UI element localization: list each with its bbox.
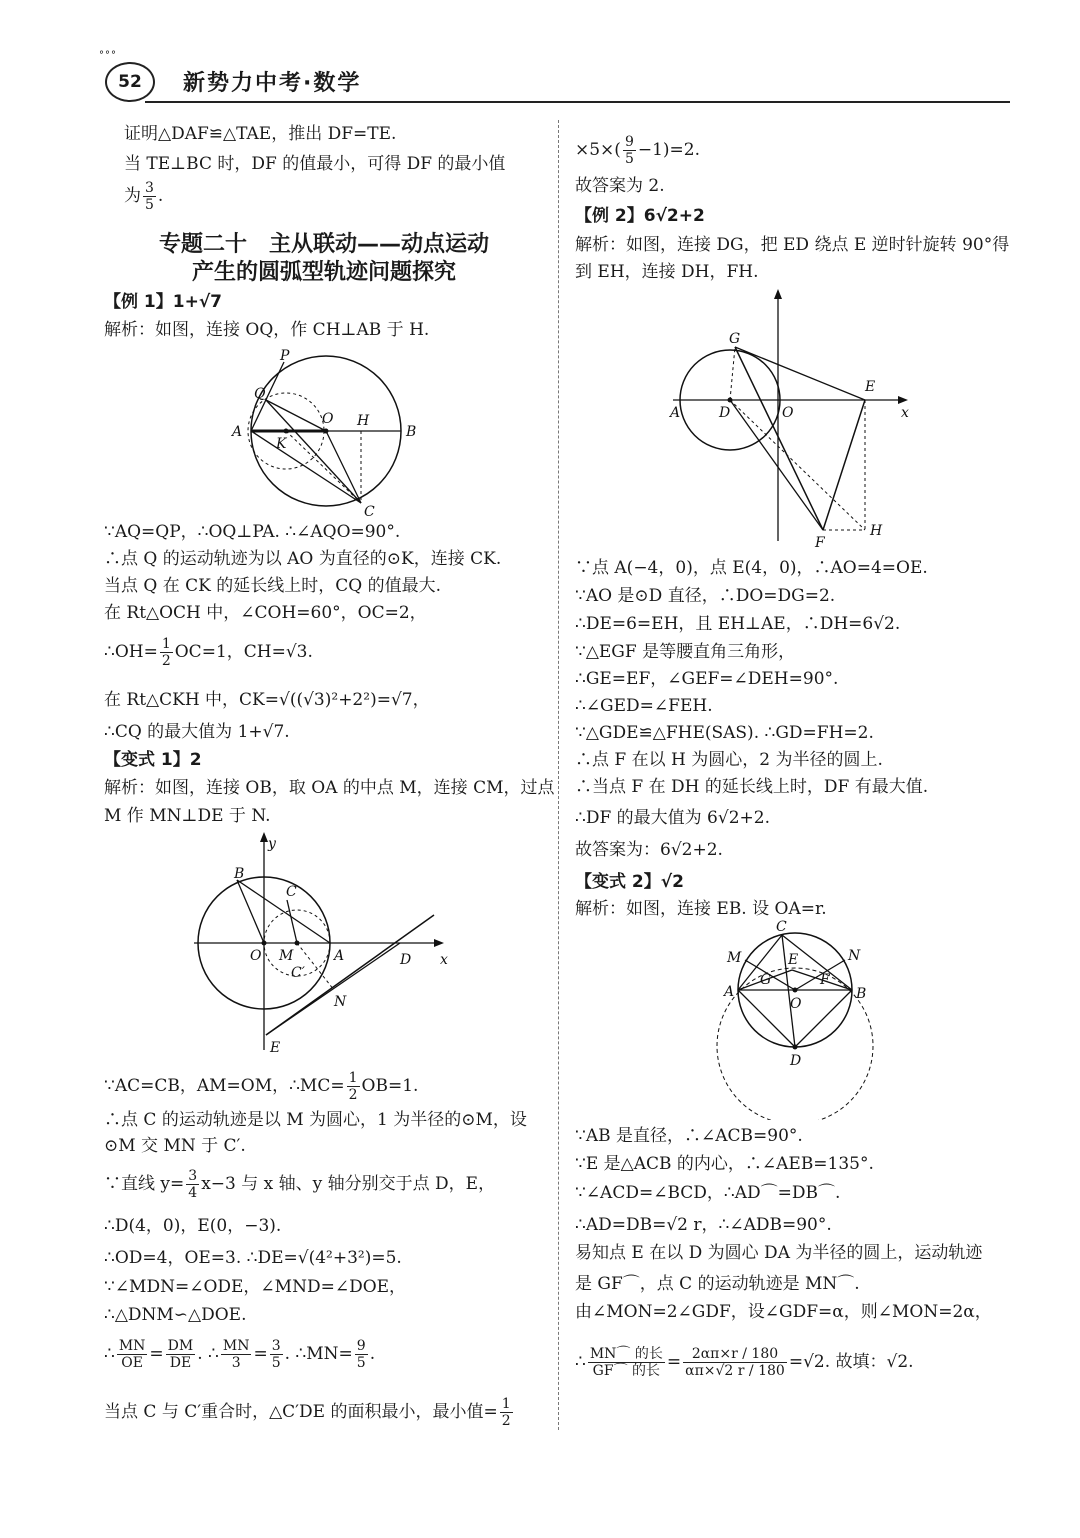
- text-line: ∴△DNM∽△DOE.: [104, 1305, 247, 1325]
- frac-den: DE: [169, 1355, 192, 1371]
- text-line: ∵AB 是直径，∴∠ACB=90°.: [575, 1126, 803, 1146]
- text-fragment: =√2. 故填：√2.: [788, 1352, 914, 1372]
- text-fragment: .: [157, 186, 164, 206]
- fraction: [347, 1070, 360, 1103]
- column-divider: [558, 120, 559, 1430]
- text-fragment: .: [369, 1344, 376, 1364]
- frac-den: απ×√2 r / 180: [685, 1363, 785, 1379]
- frac-den: 2: [348, 1087, 358, 1103]
- text-line: ∴DE=6=EH，且 EH⊥AE，∴DH=6√2.: [575, 614, 901, 634]
- text-line: ∴CQ 的最大值为 1+√7.: [104, 722, 290, 742]
- text-line: ∴当点 F 在 DH 的延长线上时，DF 有最大值.: [575, 777, 929, 797]
- fig4-label: N: [848, 948, 861, 964]
- text-fragment: 为: [124, 186, 141, 206]
- example-1-heading: 【例 1】1+√7: [104, 292, 222, 312]
- text-fragment: =: [253, 1344, 268, 1364]
- text-line: 当 TE⊥BC 时，DF 的值最小，可得 DF 的最小值: [124, 154, 506, 174]
- fig4-label: B: [856, 986, 867, 1002]
- text-fragment: 当点 C 与 C′重合时，△C′DE 的面积最小，最小值=: [104, 1402, 498, 1422]
- text-line: ∴OD=4，OE=3. ∴DE=√(4²+3²)=5.: [104, 1248, 402, 1268]
- frac-num: 3: [145, 180, 154, 196]
- fig4-label: G: [760, 972, 772, 988]
- frac-num: 1: [161, 636, 171, 652]
- frac-den: 5: [356, 1355, 366, 1371]
- fraction: [166, 1338, 196, 1371]
- page-number: 52: [105, 62, 155, 102]
- fig2-label: N: [334, 994, 347, 1010]
- text-line: [575, 134, 700, 167]
- text-line: [104, 1070, 418, 1103]
- fraction: [500, 1396, 513, 1429]
- fig1-label: A: [232, 424, 243, 440]
- text-fragment: x−3 与 x 轴、y 轴分别交于点 D，E，: [201, 1174, 496, 1194]
- text-line: 由∠MON=2∠GDF，设∠GDF=α，则∠MON=2α，: [575, 1302, 992, 1322]
- fraction: [623, 134, 636, 167]
- text-line: M 作 MN⊥DE 于 N.: [104, 806, 271, 826]
- text-line: ∴点 F 在以 H 为圆心，2 为半径的圆上.: [575, 750, 883, 770]
- frac-num: 9: [624, 134, 634, 150]
- fig4-label: D: [790, 1053, 802, 1069]
- fig2-label: A: [334, 948, 345, 964]
- text-line: 证明△DAF≌△TAE，推出 DF=TE.: [124, 124, 397, 144]
- fig2-label: C′: [291, 965, 305, 981]
- fig2-label: D: [400, 952, 412, 968]
- frac-den: 5: [271, 1355, 281, 1371]
- fig4-label: O: [790, 996, 802, 1012]
- example-2-heading: 【例 2】6√2+2: [575, 206, 705, 226]
- section-title-line-1: 专题二十 主从联动——动点运动: [158, 232, 489, 257]
- example-1-analysis: 解析：如图，连接 OQ，作 CH⊥AB 于 H.: [104, 320, 430, 340]
- fraction: [143, 180, 156, 213]
- frac-den: 2: [161, 653, 171, 669]
- text-line: 当点 Q 在 CK 的延长线上时，CQ 的值最大.: [104, 576, 442, 596]
- frac-den: 5: [624, 151, 634, 167]
- text-line: [104, 1396, 515, 1429]
- text-fragment: ∴OH=: [104, 642, 158, 662]
- fig2-label: E: [270, 1040, 281, 1056]
- text-line: ∴点 Q 的运动轨迹为以 AO 为直径的⊙K，连接 CK.: [104, 549, 502, 569]
- text-fragment: ∵直线 y=: [104, 1174, 185, 1194]
- section-title-line-2: 产生的圆弧型轨迹问题探究: [191, 260, 456, 285]
- figure-4-incircle-diagram: [710, 920, 890, 1120]
- fig4-label: M: [727, 950, 742, 966]
- text-line: ∴D(4，0)，E(0，−3).: [104, 1216, 282, 1236]
- text-fragment: ∵AC=CB，AM=OM，∴MC=: [104, 1076, 345, 1096]
- text-fragment: ×5×(: [575, 140, 621, 160]
- frac-den: OE: [121, 1355, 143, 1371]
- fig3-label: E: [865, 379, 876, 395]
- frac-num: MN: [118, 1338, 146, 1354]
- fig3-label: O: [782, 405, 794, 421]
- text-line: 解析：如图，连接 EB. 设 OA=r.: [575, 899, 827, 919]
- text-line: ∵AO 是⊙D 直径，∴DO=DG=2.: [575, 586, 836, 606]
- text-fragment: =: [149, 1344, 164, 1364]
- fig3-label: H: [870, 523, 883, 539]
- fig2-label: B: [234, 866, 245, 882]
- fig1-label: B: [406, 424, 417, 440]
- page-header: [95, 48, 1010, 108]
- text-line: ∴DF 的最大值为 6√2+2.: [575, 808, 770, 828]
- text-line: ∵E 是△ACB 的内心，∴∠AEB=135°.: [575, 1154, 874, 1174]
- ratio-line: [104, 1338, 375, 1371]
- text-line: 到 EH，连接 DH，FH.: [575, 262, 759, 282]
- text-line: 故答案为：6√2+2.: [575, 840, 723, 860]
- frac-den: 2: [501, 1413, 511, 1429]
- text-line: 在 Rt△CKH 中，CK=√((√3)²+2²)=√7，: [104, 690, 430, 710]
- book-title: 新势力中考·数学: [183, 71, 362, 96]
- text-line: ⊙M 交 MN 于 C′.: [104, 1136, 246, 1156]
- fig1-label: K: [276, 436, 287, 452]
- frac-num: 3: [188, 1168, 198, 1184]
- fig4-label: E: [788, 952, 799, 968]
- fig2-label: x: [440, 952, 448, 968]
- text-line: [124, 180, 163, 213]
- frac-num: 9: [356, 1338, 366, 1354]
- fig2-label: C: [286, 884, 297, 900]
- text-line: [104, 636, 313, 669]
- text-line: 解析：如图，连接 DG，把 ED 绕点 E 逆时针旋转 90°得: [575, 235, 1010, 255]
- final-ratio-line: ∴ $\frac{\text{MN⌒ 的长}}{\text{GF⌒ 的长}}$ = $\frac{2\alpha\pi\times r / 180}{\alpha\pi\times√2 r / 180}$ =√2. 故填：√2.: [575, 1346, 914, 1379]
- text-line: 故答案为 2.: [575, 176, 665, 196]
- frac-num: MN: [222, 1338, 250, 1354]
- text-line: 解析：如图，连接 OB，取 OA 的中点 M，连接 CM，过点: [104, 778, 555, 798]
- text-fragment: OC=1，CH=√3.: [174, 642, 313, 662]
- figure-1-circle-diagram: [214, 348, 434, 518]
- text-line: 易知点 E 在以 D 为圆心 DA 为半径的圆上，运动轨迹: [575, 1243, 983, 1263]
- fig3-label: D: [719, 405, 731, 421]
- text-fragment: ∴: [104, 1344, 115, 1364]
- frac-num: 2απ×r / 180: [683, 1346, 787, 1363]
- header-rule: [145, 101, 1010, 103]
- fig4-label: A: [724, 984, 735, 1000]
- text-line: 在 Rt△OCH 中，∠COH=60°，OC=2，: [104, 603, 427, 623]
- frac-den: GF⌒ 的长: [592, 1363, 661, 1379]
- fraction: [683, 1346, 787, 1379]
- fraction: [221, 1338, 252, 1371]
- text-line: ∵∠MDN=∠ODE，∠MND=∠DOE，: [104, 1277, 407, 1297]
- fig3-label: A: [670, 405, 681, 421]
- figure-3-rotation-diagram: [665, 285, 925, 555]
- decorative-dots-icon: °°°: [99, 50, 117, 61]
- frac-den: 3: [231, 1355, 241, 1371]
- text-fragment: OB=1.: [361, 1076, 419, 1096]
- fig4-label: F: [820, 972, 830, 988]
- text-fragment: −1)=2.: [637, 140, 701, 160]
- fig2-label: M: [279, 948, 294, 964]
- fig1-label: P: [280, 348, 290, 364]
- frac-den: 5: [145, 197, 154, 213]
- frac-num: 1: [501, 1396, 511, 1412]
- fig1-label: O: [322, 411, 334, 427]
- fig1-label: Q: [254, 386, 266, 402]
- text-line: ∵AQ=QP，∴OQ⊥PA. ∴∠AQO=90°.: [104, 522, 401, 542]
- frac-num: 3: [271, 1338, 281, 1354]
- variant-1-heading: 【变式 1】2: [104, 750, 202, 770]
- fig1-label: H: [357, 413, 370, 429]
- fig2-label: y: [268, 836, 276, 852]
- fraction: [355, 1338, 368, 1371]
- text-line: ∵△EGF 是等腰直角三角形，: [575, 642, 796, 662]
- fig3-label: F: [815, 535, 825, 551]
- frac-num: MN⌒ 的长: [589, 1346, 663, 1362]
- text-line: 是 GF⌒，点 C 的运动轨迹是 MN⌒.: [575, 1274, 860, 1294]
- text-line: ∵△GDE≌△FHE(SAS). ∴GD=FH=2.: [575, 723, 874, 743]
- frac-den: 4: [188, 1185, 198, 1201]
- fraction: [588, 1346, 665, 1379]
- fig1-label: C: [364, 504, 375, 518]
- fraction: [270, 1338, 283, 1371]
- fig4-label: C: [776, 920, 787, 935]
- text-line: ∴AD=DB=√2 r，∴∠ADB=90°.: [575, 1215, 832, 1235]
- text-line: ∵点 A(−4，0)，点 E(4，0)，∴AO=4=OE.: [575, 558, 928, 578]
- frac-num: DM: [167, 1338, 194, 1354]
- fraction: [186, 1168, 199, 1201]
- text-fragment: . ∴: [197, 1344, 219, 1364]
- text-fragment: . ∴MN=: [284, 1344, 353, 1364]
- text-line: ∴点 C 的运动轨迹是以 M 为圆心，1 为半径的⊙M，设: [104, 1110, 527, 1130]
- fig3-label: G: [729, 331, 741, 347]
- fig2-label: O: [250, 948, 262, 964]
- figure-2-coordinate-diagram: [194, 830, 454, 1060]
- frac-num: 1: [348, 1070, 358, 1086]
- text-fragment: ∴: [575, 1352, 586, 1372]
- text-line: [104, 1168, 495, 1201]
- fraction: [160, 636, 173, 669]
- text-line: ∴GE=EF，∠GEF=∠DEH=90°.: [575, 669, 839, 689]
- text-line: ∵∠ACD=∠BCD，∴AD⌒=DB⌒.: [575, 1183, 841, 1203]
- variant-2-heading: 【变式 2】√2: [575, 872, 684, 892]
- fig3-label: x: [901, 405, 909, 421]
- fraction: [117, 1338, 148, 1371]
- text-line: ∴∠GED=∠FEH.: [575, 696, 713, 716]
